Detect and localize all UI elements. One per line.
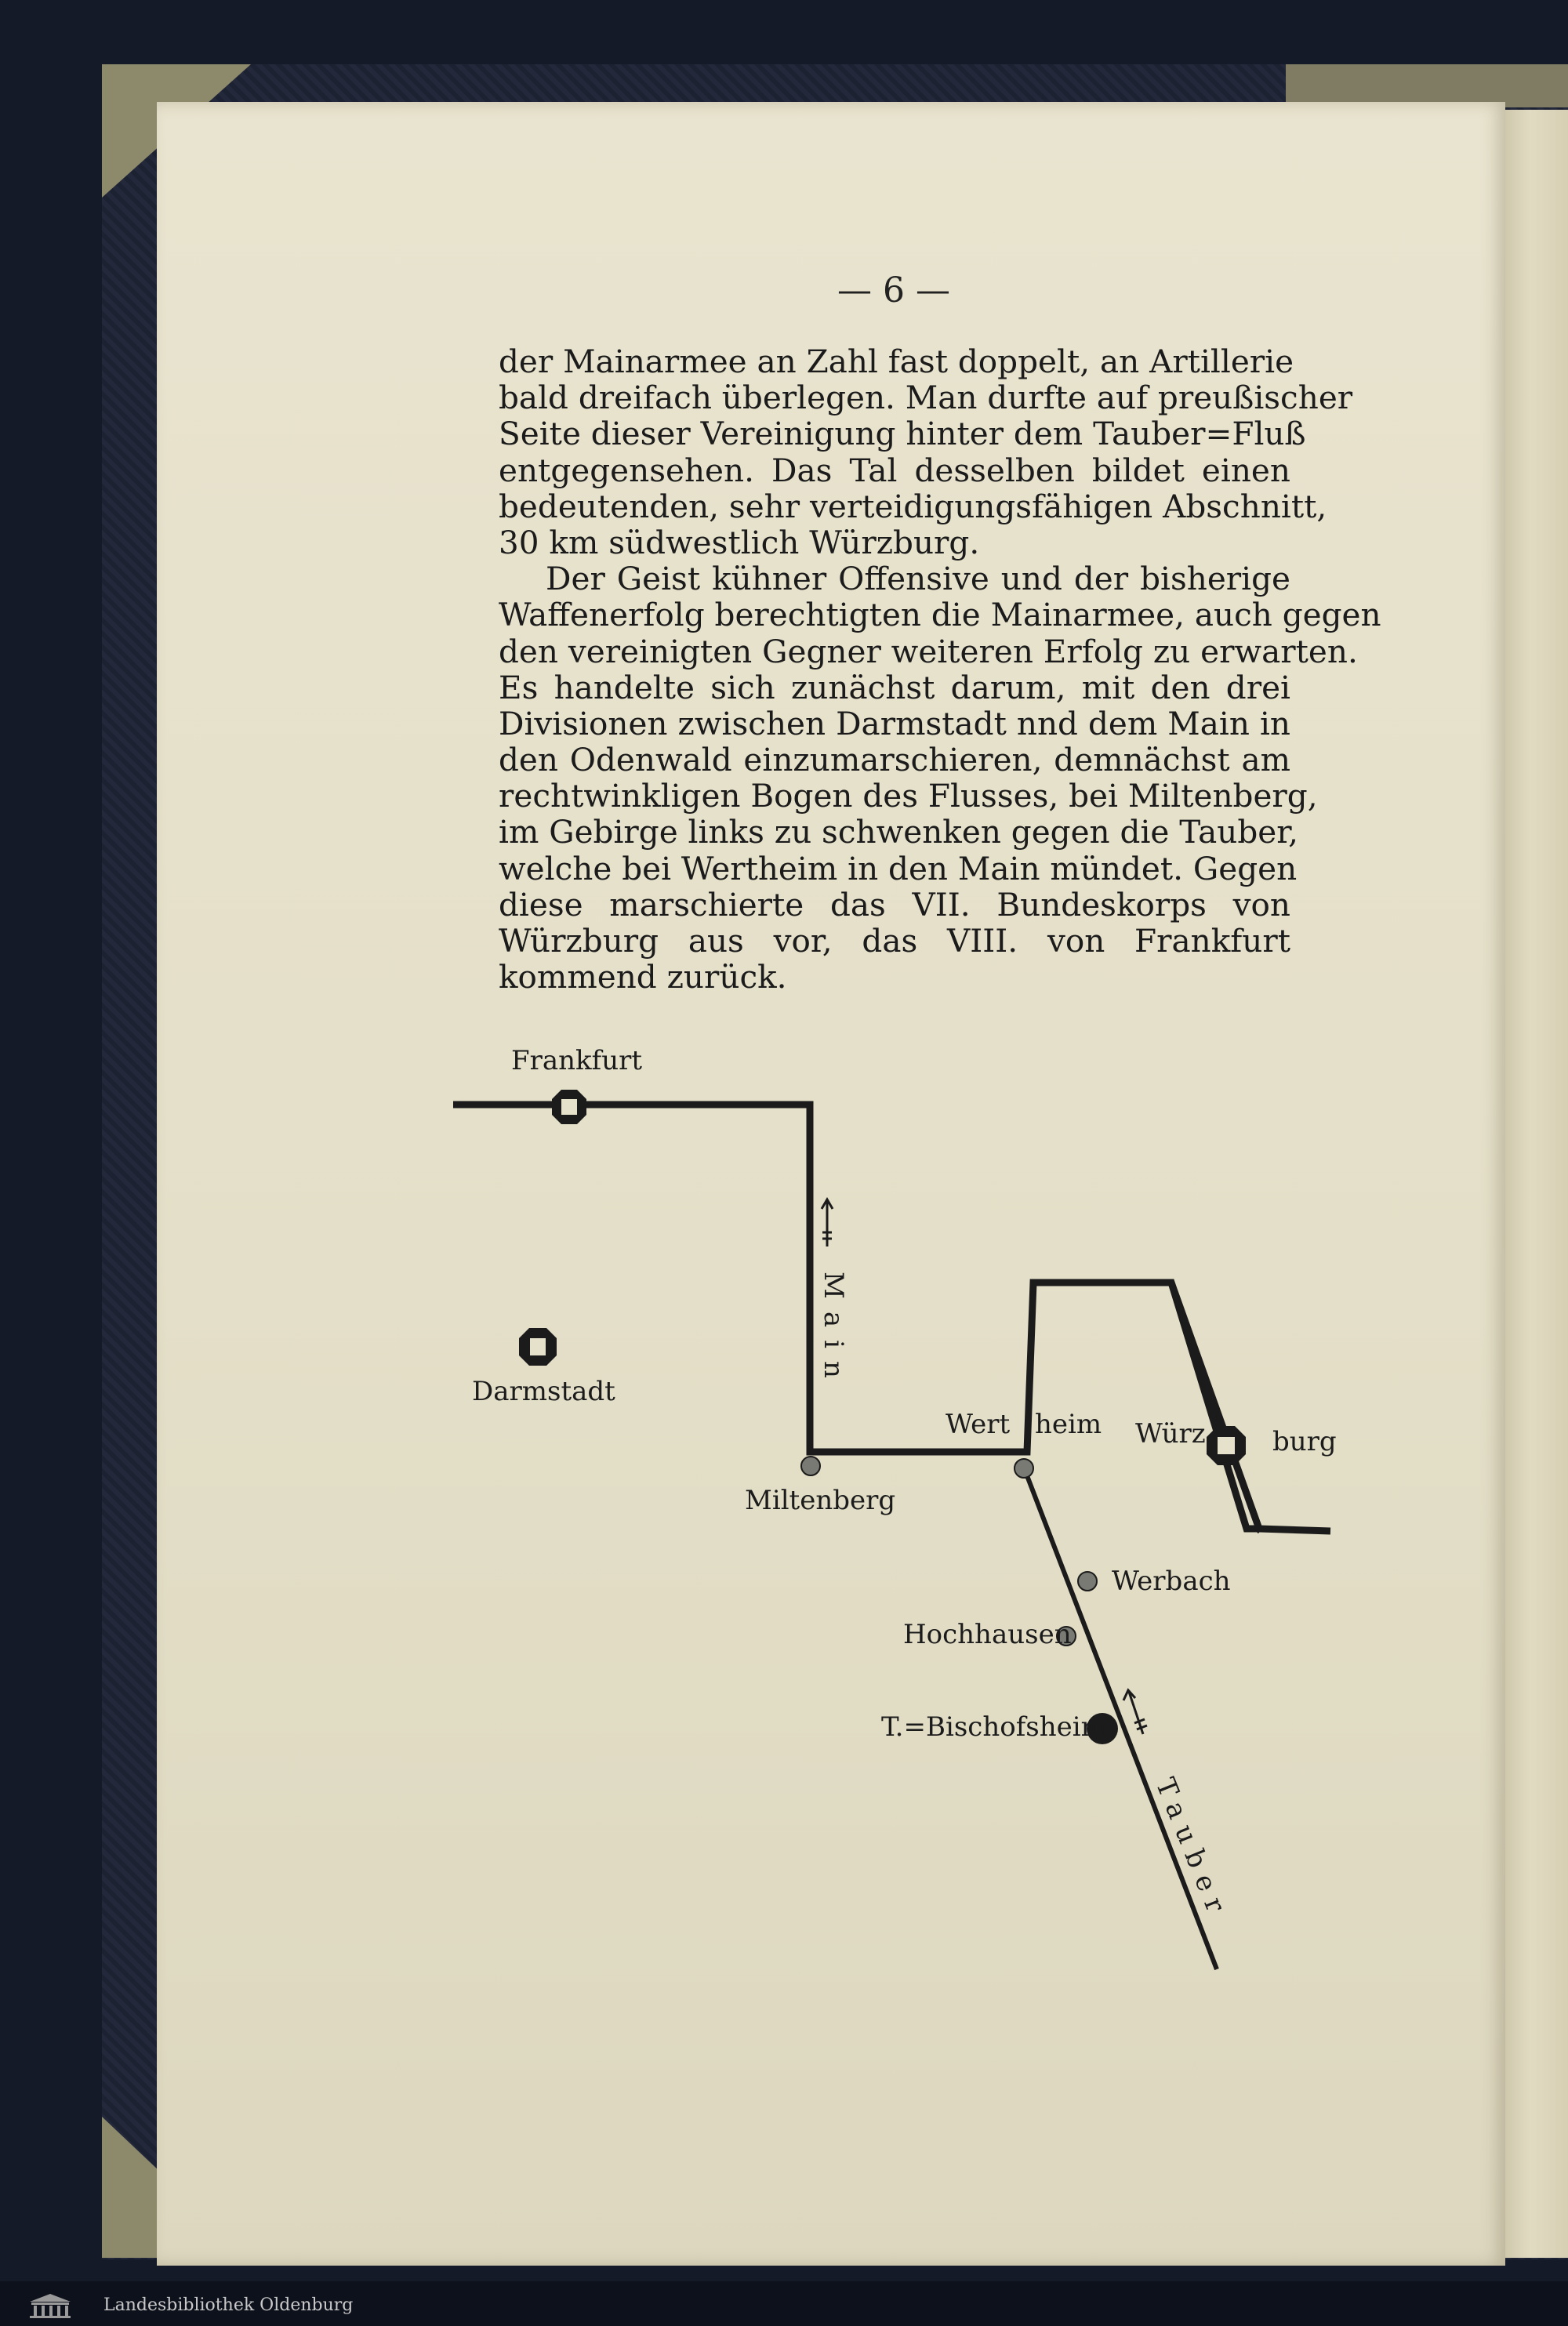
- page-number: — 6 —: [837, 270, 950, 310]
- text-line: bedeutenden, sehr verteidigungsfähigen Abschnitt,: [499, 487, 1327, 525]
- label-wertheim-a: Wert: [946, 1409, 1011, 1440]
- text-line: der Mainarmee an Zahl fast doppelt, an Artillerie: [499, 343, 1294, 380]
- text-line: rechtwinkligen Bogen des Flusses, bei Miltenberg,: [499, 777, 1318, 815]
- label-river-tauber: Tauber: [1149, 1773, 1235, 1925]
- text-line: Waffenerfolg berechtigten die Mainarmee, auch gegen: [499, 596, 1381, 634]
- werbach-town-icon: [1078, 1572, 1097, 1591]
- text-line: diese marschierte das VII. Bundeskorps von: [499, 885, 1290, 924]
- river-main-east-line: [1171, 1283, 1330, 1531]
- river-main-line: [453, 1105, 1261, 1531]
- tauber-flow-arrow-icon: [1123, 1690, 1147, 1734]
- text-line: bald dreifach überlegen. Man durfte auf preußischer: [499, 379, 1353, 417]
- miltenberg-town-icon: [801, 1457, 820, 1475]
- text-line: den Odenwald einzumarschieren, demnächst am: [499, 741, 1290, 779]
- darmstadt-fortress-icon: [519, 1328, 557, 1366]
- wuerzburg-fortress-icon: [1207, 1426, 1246, 1465]
- text-line: kommend zurück.: [499, 958, 787, 996]
- text-line: Es handelte sich zunächst darum, mit den drei: [499, 668, 1290, 706]
- text-line: im Gebirge links zu schwenken gegen die Tauber,: [499, 813, 1299, 851]
- text-line: welche bei Wertheim in den Main mündet. Gegen: [499, 849, 1298, 887]
- text-line: Divisionen zwischen Darmstadt nnd dem Main in: [499, 704, 1290, 742]
- label-river-main: Main: [818, 1272, 849, 1391]
- text-line: Seite dieser Vereinigung hinter dem Tauber=Fluß: [499, 415, 1306, 453]
- text-line: entgegensehen. Das Tal desselben bildet einen: [499, 451, 1290, 489]
- text-line: 30 km südwestlich Würzburg.: [499, 523, 980, 561]
- label-bischofsheim: T.=Bischofsheim: [881, 1711, 1106, 1743]
- label-frankfurt: Frankfurt: [511, 1045, 643, 1076]
- footer-library-name: Landesbibliothek Oldenburg: [103, 2295, 354, 2315]
- main-flow-arrow-icon: [822, 1199, 833, 1246]
- text-line: Würzburg aus vor, das VIII. von Frankfurt: [499, 922, 1290, 960]
- label-miltenberg: Miltenberg: [745, 1485, 896, 1516]
- text-line: Der Geist kühner Offensive und der bisherige: [546, 560, 1290, 598]
- label-wuerzburg-b: burg: [1272, 1426, 1337, 1457]
- library-building-icon: [27, 2292, 74, 2319]
- label-wuerzburg-a: Würz: [1135, 1418, 1206, 1450]
- label-wertheim-b: heim: [1035, 1409, 1102, 1440]
- label-werbach: Werbach: [1112, 1566, 1231, 1597]
- wertheim-town-icon: [1014, 1459, 1033, 1478]
- footer-bar: [0, 2281, 1568, 2326]
- label-hochhausen: Hochhausen: [903, 1619, 1072, 1650]
- frankfurt-fortress-icon: [552, 1090, 586, 1124]
- text-line: den vereinigten Gegner weiteren Erfolg zu erwarten.: [499, 632, 1358, 670]
- label-darmstadt: Darmstadt: [472, 1376, 615, 1407]
